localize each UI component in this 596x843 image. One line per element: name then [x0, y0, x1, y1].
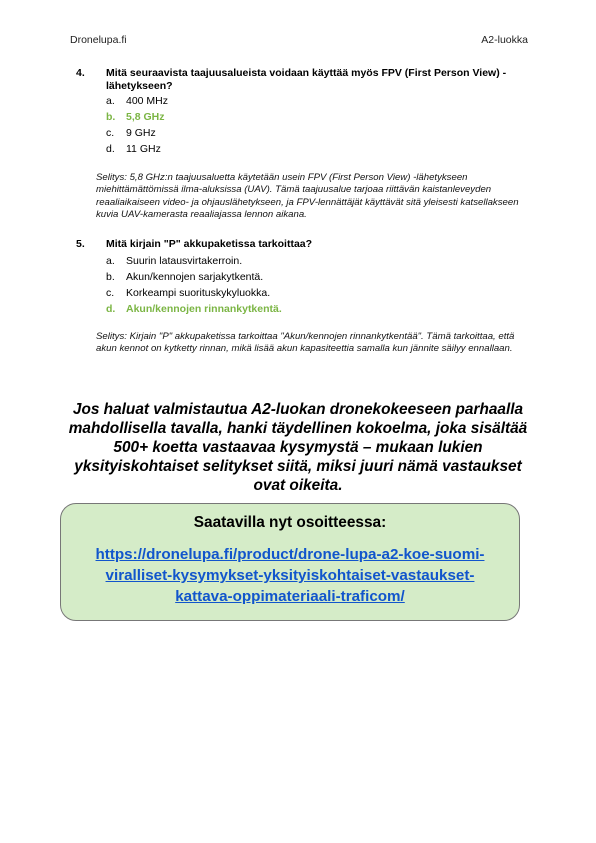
promo-line: Jos haluat valmistautua A2-luokan dronekokeeseen parhaalla: [72, 401, 524, 418]
header-class-label: A2-luokka: [481, 34, 528, 46]
question-4: [76, 67, 536, 222]
option-text: 11 GHz: [126, 143, 161, 155]
option-letter: d.: [106, 143, 115, 155]
promo-text: [60, 400, 536, 495]
cta-box: [60, 503, 520, 621]
product-link-line: kattava-oppimateriaali-traficom/: [175, 588, 405, 605]
promo-line: 500+ koetta vastaavaa kysymystä – mukaan lukien: [113, 439, 483, 456]
option-letter: d.: [106, 303, 116, 315]
option-text: 5,8 GHz: [126, 111, 165, 123]
option-letter: c.: [106, 287, 115, 299]
answer-option: [106, 125, 536, 141]
question-number: 4.: [76, 67, 85, 79]
option-letter: a.: [106, 255, 115, 267]
answer-option: [106, 141, 536, 157]
explanation: Selitys: 5,8 GHz:n taajuusaluetta käytetään usein FPV (First Person View) -lähetykseen miehittämättömissä ilma-aluksissa (UAV). Tämä taajuusalue tarjoaa riittävän kaistanleveyden reaaliaikaiseen video- ja ohjauslähetykseen, ja FPV-lennättäjät käyttävät sitä yleisesti katsellakseen kuvia UAV-kamerasta reaaliajassa lennon aikana.: [96, 172, 519, 221]
answer-options: [76, 93, 536, 157]
answer-options: [76, 253, 536, 317]
header-site-name: Dronelupa.fi: [70, 34, 127, 46]
answer-option-correct: [106, 301, 536, 317]
answer-option: [106, 93, 536, 109]
answer-option: [106, 269, 536, 285]
product-link-line: https://dronelupa.fi/product/drone-lupa-a2-koe-suomi-: [95, 546, 485, 563]
product-link-line: viralliset-kysymykset-yksityiskohtaiset-vastaukset-: [105, 567, 475, 584]
option-text: Suurin latausvirtakerroin.: [126, 255, 243, 267]
option-letter: b.: [106, 271, 115, 283]
question-5: [76, 238, 536, 356]
option-text: Korkeampi suorituskykyluokka.: [126, 287, 271, 299]
promo-line: yksityiskohtaiset selitykset siitä, miksi juuri nämä vastaukset: [74, 458, 522, 475]
option-letter: b.: [106, 111, 116, 123]
option-letter: c.: [106, 127, 115, 139]
explanation: Selitys: Kirjain "P" akkupaketissa tarkoittaa "Akun/kennojen rinnankytkentää". Tämä tarkoittaa, että akun kennot on kytketty rinnan, mikä lisää akun kapasiteettia samalla kun jännite säilyy ennallaan.: [96, 331, 515, 355]
answer-option-correct: [106, 109, 536, 125]
cta-title: Saatavilla nyt osoitteessa:: [193, 514, 387, 531]
promo-line: ovat oikeita.: [253, 477, 343, 494]
option-text: 9 GHz: [126, 127, 156, 139]
product-link[interactable]: [75, 544, 505, 607]
option-text: Akun/kennojen rinnankytkentä.: [126, 303, 282, 315]
answer-option: [106, 253, 536, 269]
question-text: Mitä kirjain "P" akkupaketissa tarkoittaa?: [106, 238, 313, 250]
answer-option: [106, 285, 536, 301]
option-letter: a.: [106, 95, 115, 107]
promo-line: mahdollisella tavalla, hanki täydellinen kokoelma, joka sisältää: [68, 420, 528, 437]
option-text: Akun/kennojen sarjakytkentä.: [126, 271, 264, 283]
question-text: Mitä seuraavista taajuusalueista voidaan käyttää myös FPV (First Person View) -lähetykseen?: [106, 67, 507, 92]
option-text: 400 MHz: [126, 95, 169, 107]
question-number: 5.: [76, 238, 85, 250]
